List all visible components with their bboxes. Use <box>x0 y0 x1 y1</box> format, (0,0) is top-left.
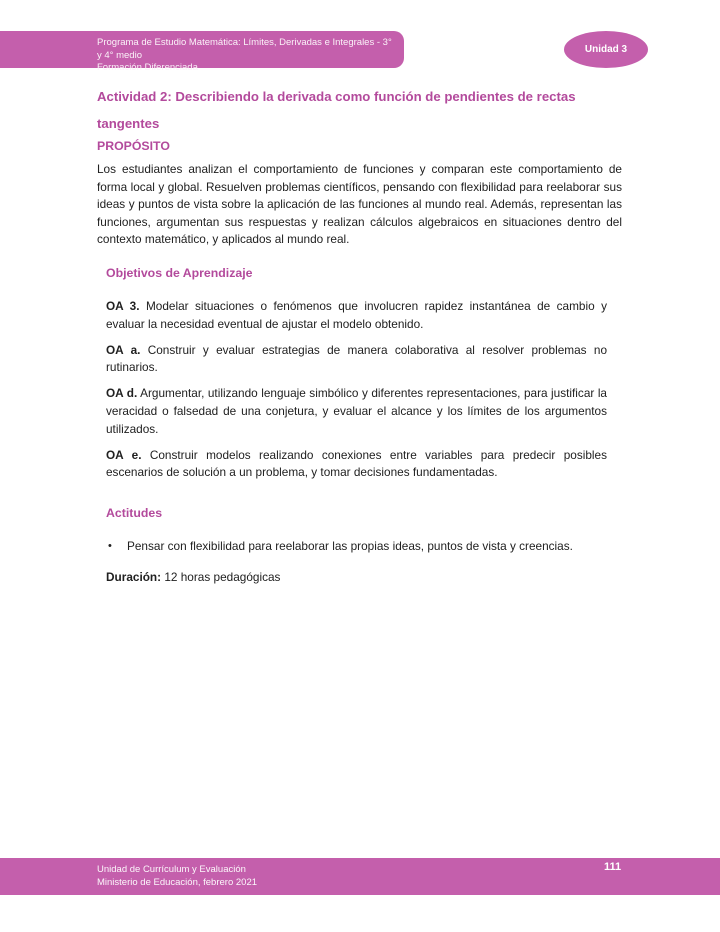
activity-title-line1: Actividad 2: Describiendo la derivada como función de pendientes de rectas <box>97 89 576 104</box>
oa-item-3-label: OA 3. <box>106 299 140 313</box>
bullet-icon: • <box>108 540 112 552</box>
actitudes-bullet-item <box>108 538 613 555</box>
objetivos-section <box>106 266 607 490</box>
footer-line2: Ministerio de Educación, febrero 2021 <box>97 876 258 888</box>
oa-item-a <box>106 342 607 378</box>
actitudes-heading: Actitudes <box>106 506 163 520</box>
page-number: 111 <box>604 861 622 873</box>
unit-badge-label: Unidad 3 <box>584 44 628 55</box>
activity-title-line2: tangentes <box>97 115 160 131</box>
footer-line1: Unidad de Currículum y Evaluación <box>97 864 246 875</box>
oa-item-3-text: Modelar situaciones o fenómenos que involucren rapidez instantánea de cambio y evaluar la necesidad eventual de ajustar el modelo obtenido. <box>106 299 608 331</box>
proposito-heading: PROPÓSITO <box>97 139 170 153</box>
oa-item-d <box>106 385 607 438</box>
oa-item-e-text: Construir modelos realizando conexiones entre variables para predecir posibles escenarios de solución a un problema, y tomar decisiones fundamentadas. <box>106 447 607 480</box>
oa-item-e <box>106 447 607 483</box>
oa-item-3 <box>106 298 607 334</box>
actitudes-bullet-text: Pensar con flexibilidad para reelaborar las propias ideas, puntos de vista y creencias. <box>127 539 573 553</box>
program-header-banner <box>0 31 404 73</box>
activity-title <box>97 84 627 137</box>
oa-item-e-label: OA e. <box>106 447 142 462</box>
oa-item-a-label: OA a. <box>106 342 141 357</box>
unit-badge <box>564 31 648 68</box>
oa-item-a-text: Construir y evaluar estrategias de manera colaborativa al resolver problemas no rutinarios. <box>106 342 608 375</box>
duracion-label: Duración: <box>106 570 162 584</box>
proposito-paragraph: Los estudiantes analizan el comportamiento de funciones y comparan este comportamiento de forma local y global. Resuelven problemas científicos, pensando con flexibilidad para reelaborar sus ideas y puntos de vista sobre la aplicación de las funciones al mundo real. Además, representan las funciones, argumentan sus respuestas y realizan cálculos algebraicos en situaciones dentro del contexto matemático, y aplicados al mundo real. <box>97 162 622 246</box>
duracion-line <box>106 569 280 586</box>
oa-item-d-text: Argumentar, utilizando lenguaje simbólico y diferentes representaciones, para justificar la veracidad o falsedad de una conjetura, y evaluar el alcance y los límites de los argumentos utilizados. <box>106 386 607 436</box>
footer-banner <box>0 858 720 895</box>
program-title-line2: Formación Diferenciada <box>97 62 198 73</box>
program-title-line1: Programa de Estudio Matemática: Límites, Derivadas e Integrales - 3° y 4° medio <box>97 37 392 61</box>
objetivos-heading: Objetivos de Aprendizaje <box>106 266 253 280</box>
oa-item-d-label: OA d. <box>106 386 138 401</box>
duracion-value: 12 horas pedagógicas <box>164 570 281 584</box>
